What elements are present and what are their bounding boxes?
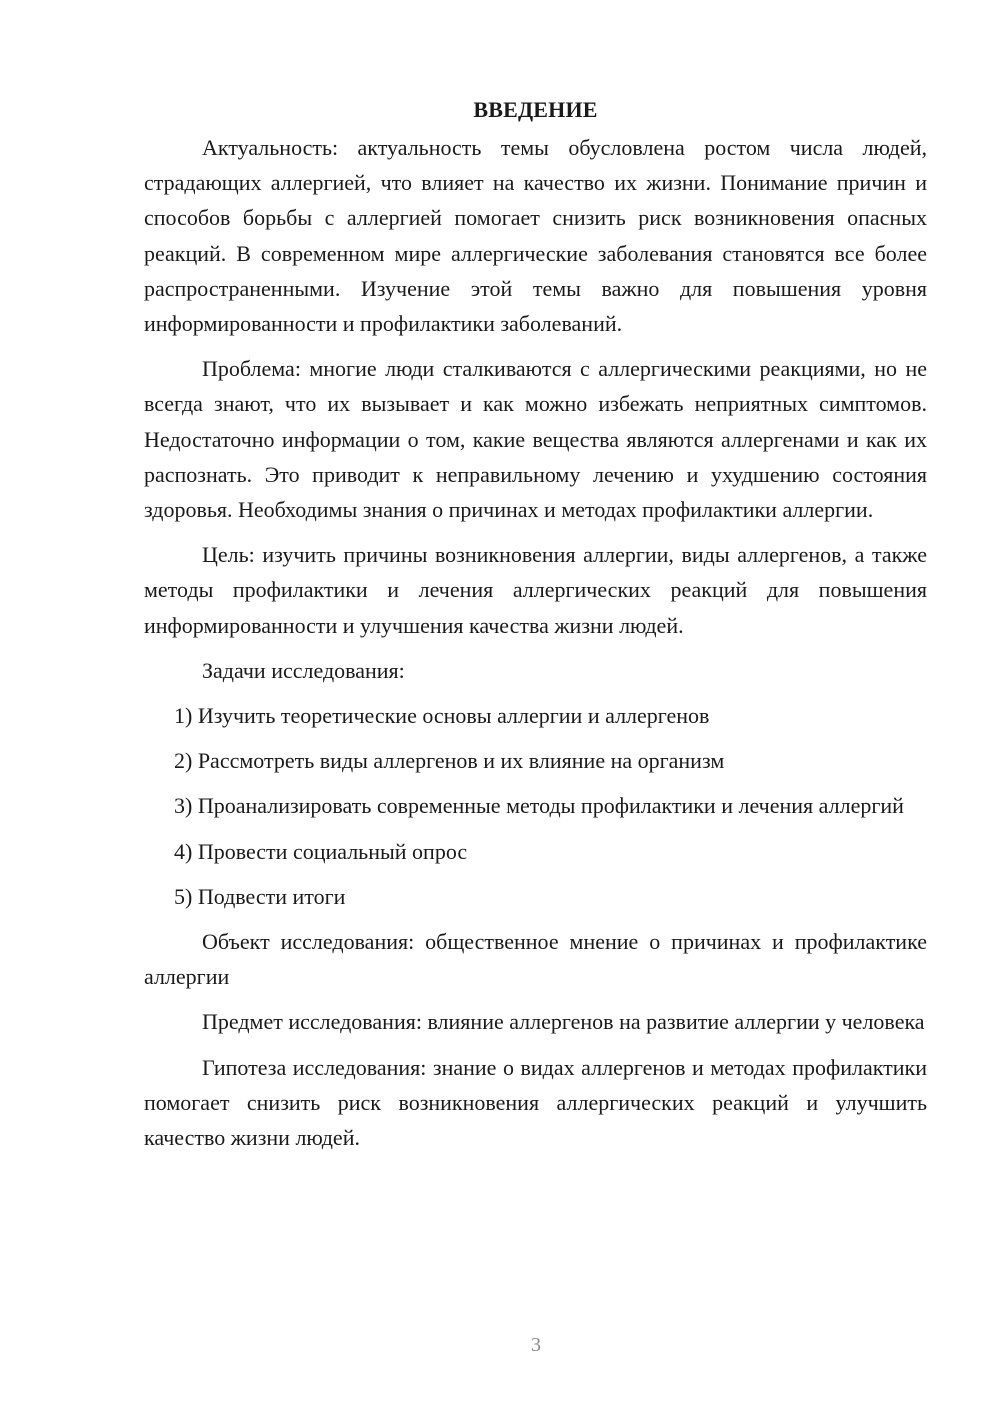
task-item-4: 4) Провести социальный опрос (174, 838, 468, 864)
document-page (144, 92, 927, 1165)
task-item-1: 1) Изучить теоретические основы аллергии и аллергенов (174, 703, 710, 729)
tasks-title: Задачи исследования: (202, 657, 405, 683)
object-paragraph: Объект исследования: общественное мнение о причинах и профилактике аллергии (144, 929, 927, 990)
hypothesis-paragraph: Гипотеза исследования: знание о видах аллергенов и методах профилактики помогает снизить риск возникновения аллергических реакций и улучшить качество жизни людей. (144, 1054, 927, 1151)
problem-paragraph: Проблема: многие люди сталкиваются с аллергическими реакциями, но не всегда знают, что их вызывает и как можно избежать неприятных симптомов. Недостаточно информации о том, какие вещества являются аллергенами и как их распознать. Это приводит к неправильному лечению и ухудшению состояния здоровья. Необходимы знания о причинах и методах профилактики аллергии. (144, 356, 927, 523)
goal-paragraph: Цель: изучить причины возникновения аллергии, виды аллергенов, а также методы профилактики и лечения аллергических реакций для повышения информированности и улучшения качества жизни людей. (144, 542, 927, 638)
page-number: 3 (531, 1334, 541, 1356)
task-item-2: 2) Рассмотреть виды аллергенов и их влияние на организм (174, 748, 725, 774)
subject-paragraph: Предмет исследования: влияние аллергенов на развитие аллергии у человека (202, 1009, 925, 1035)
task-item-3: 3) Проанализировать современные методы профилактики и лечения аллергий (174, 793, 904, 819)
relevance-paragraph: Актуальность: актуальность темы обусловлена ростом числа людей, страдающих аллергией, что влияет на качество их жизни. Понимание причин и способов борьбы с аллергией помогает снизить риск возникновения опасных реакций. В современном мире аллергические заболевания становятся все более распространенными. Изучение этой темы важно для повышения уровня информированности и профилактики заболеваний. (144, 135, 927, 337)
task-item-5: 5) Подвести итоги (174, 883, 346, 909)
section-heading: ВВЕДЕНИЕ (473, 97, 598, 122)
